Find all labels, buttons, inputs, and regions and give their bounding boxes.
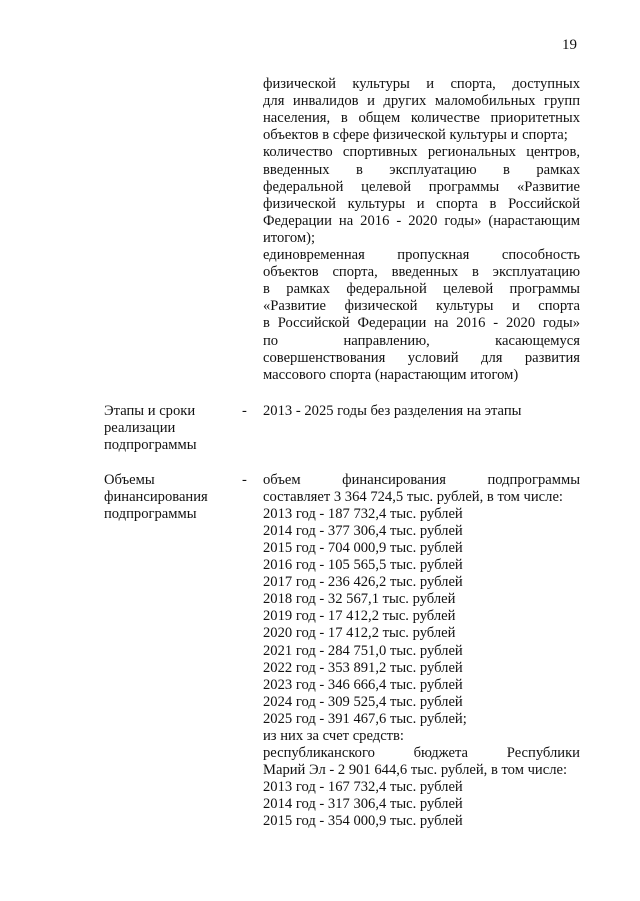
funding-line: 2014 год - 377 306,4 тыс. рублей xyxy=(263,523,463,540)
funding-line: 2013 год - 167 732,4 тыс. рублей xyxy=(263,778,463,795)
funding-label-line: Объемы xyxy=(104,472,155,488)
indicator-line: массового спорта (нарастающим итогом) xyxy=(263,366,519,383)
indicator-line: совершенствования условий для развития xyxy=(263,349,580,366)
indicator-line: введенных в эксплуатацию в рамках xyxy=(263,161,580,178)
indicator-line: по направлению, касающемуся xyxy=(263,332,580,349)
indicator-line: в рамках федеральной целевой программы xyxy=(263,281,580,298)
stages-label-line: реализации xyxy=(104,420,176,436)
indicator-line: объектов спорта, введенных в эксплуатацию xyxy=(263,264,580,281)
indicator-line: Федерации на 2016 - 2020 годы» (нарастающим xyxy=(263,212,580,229)
indicator-line: для инвалидов и других маломобильных групп xyxy=(263,93,580,110)
stages-dash: - xyxy=(242,403,247,419)
funding-line: республиканского бюджета Республики xyxy=(263,744,580,761)
indicator-line: в Российской Федерации на 2016 - 2020 годы» xyxy=(263,315,580,332)
indicator-line: количество спортивных региональных центров, xyxy=(263,144,580,161)
indicator-line: физической культуры и спорта, доступных xyxy=(263,76,580,92)
indicator-line: физической культуры и спорта в Российской xyxy=(263,195,580,212)
indicator-line: единовременная пропускная способность xyxy=(263,247,580,263)
stages-value: 2013 - 2025 годы без разделения на этапы xyxy=(263,403,522,419)
indicator-line: федеральной целевой программы «Развитие xyxy=(263,178,580,195)
indicator-line: итогом); xyxy=(263,229,316,246)
funding-line: 2024 год - 309 525,4 тыс. рублей xyxy=(263,693,463,710)
funding-line: 2019 год - 17 412,2 тыс. рублей xyxy=(263,608,456,625)
funding-line: из них за счет средств: xyxy=(263,727,404,744)
funding-line: 2015 год - 704 000,9 тыс. рублей xyxy=(263,540,463,557)
funding-line: 2017 год - 236 426,2 тыс. рублей xyxy=(263,574,463,591)
funding-line: 2025 год - 391 467,6 тыс. рублей; xyxy=(263,710,467,727)
stages-label-line: подпрограммы xyxy=(104,437,197,453)
funding-line: 2014 год - 317 306,4 тыс. рублей xyxy=(263,795,463,812)
funding-line: 2018 год - 32 567,1 тыс. рублей xyxy=(263,591,456,608)
funding-line: объем финансирования подпрограммы xyxy=(263,472,580,488)
funding-line: составляет 3 364 724,5 тыс. рублей, в том числе: xyxy=(263,489,563,506)
funding-line: 2021 год - 284 751,0 тыс. рублей xyxy=(263,642,463,659)
page-number: 19 xyxy=(562,37,577,53)
funding-label-line: финансирования xyxy=(104,489,208,505)
funding-dash: - xyxy=(242,472,247,488)
stages-label-line: Этапы и сроки xyxy=(104,403,196,419)
funding-line: 2023 год - 346 666,4 тыс. рублей xyxy=(263,676,463,693)
indicator-line: объектов в сфере физической культуры и спорта; xyxy=(263,127,568,144)
funding-line: 2015 год - 354 000,9 тыс. рублей xyxy=(263,813,463,829)
funding-line: 2016 год - 105 565,5 тыс. рублей xyxy=(263,557,463,574)
funding-line: Марий Эл - 2 901 644,6 тыс. рублей, в том числе: xyxy=(263,761,568,778)
funding-line: 2020 год - 17 412,2 тыс. рублей xyxy=(263,625,456,642)
indicator-line: населения, в общем количестве приоритетных xyxy=(263,110,580,127)
funding-line: 2013 год - 187 732,4 тыс. рублей xyxy=(263,506,463,523)
funding-line: 2022 год - 353 891,2 тыс. рублей xyxy=(263,659,463,676)
funding-label-line: подпрограммы xyxy=(104,506,197,522)
indicator-line: «Развитие физической культуры и спорта xyxy=(263,298,580,315)
